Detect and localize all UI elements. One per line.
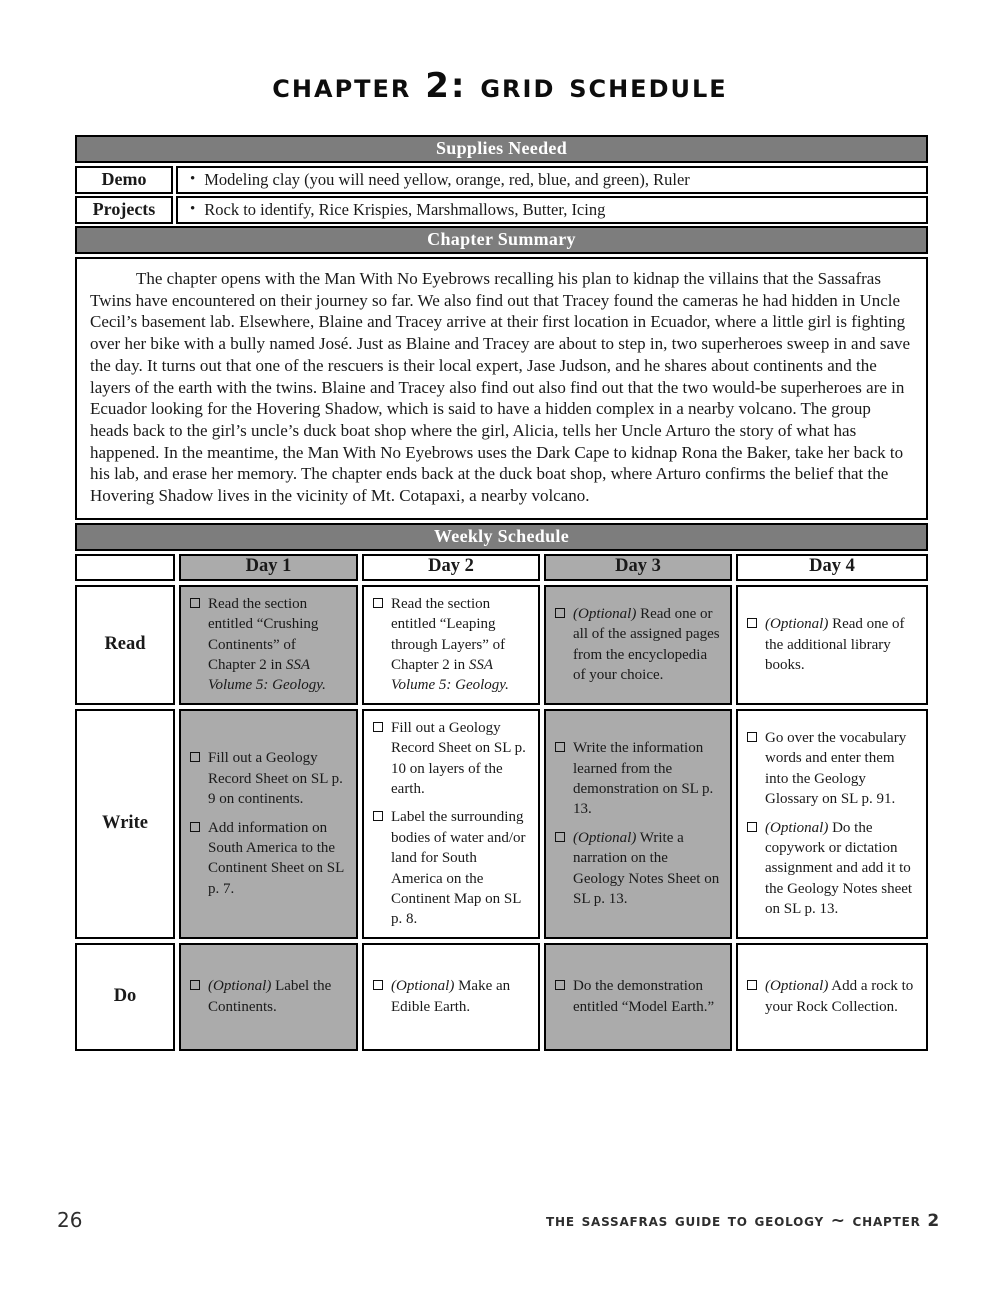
checklist-item	[190, 594, 347, 696]
checklist-item	[190, 818, 347, 900]
schedule-cell-read-day4	[736, 585, 928, 705]
checkbox-icon	[747, 980, 757, 990]
checkbox-icon	[190, 598, 200, 608]
checklist-item-text: Label the surrounding bodies of water and/or land for South America on the Continent Map on SL p. 8.	[391, 809, 526, 928]
checkbox-icon	[373, 811, 383, 821]
checklist-item-text: (Optional) Make an Edible Earth.	[391, 978, 511, 1015]
checkbox-icon	[190, 980, 200, 990]
schedule-cell-write-day1	[179, 709, 358, 939]
checklist-item-text: Go over the vocabulary words and enter them into the Geology Glossary on SL p. 91.	[765, 729, 907, 808]
supplies-header-band: Supplies Needed	[75, 135, 928, 163]
checklist-item	[747, 728, 917, 810]
page-title: chapter 2: grid schedule	[272, 66, 728, 106]
supplies-row-label: Projects	[75, 196, 173, 224]
checkbox-icon	[190, 822, 200, 832]
checklist-item-text: (Optional) Do the copywork or dictation assignment and add it to the Geology Notes sheet on SL p. 13.	[765, 819, 913, 918]
schedule-cell-read-day2	[362, 585, 540, 705]
checklist-item	[747, 976, 917, 1017]
chapter-summary-box	[75, 257, 928, 520]
schedule-cell-do-day2	[362, 943, 540, 1051]
schedule-cell-do-day4	[736, 943, 928, 1051]
checklist-item-text: (Optional) Write a narration on the Geology Notes Sheet on SL p. 13.	[573, 829, 720, 908]
checkbox-icon	[747, 732, 757, 742]
checklist-item	[373, 718, 529, 800]
checklist-item-text: Read the section entitled “Crushing Continents” of Chapter 2 in SSA Volume 5: Geology.	[208, 595, 326, 694]
checklist-item-text: Fill out a Geology Record Sheet on SL p. 10 on layers of the earth.	[391, 719, 526, 797]
supplies-row-text-cell	[176, 196, 928, 224]
checklist-item-text: (Optional) Read one of the additional library books.	[765, 616, 905, 673]
checklist-item	[747, 818, 917, 920]
bullet-icon: •	[190, 170, 196, 187]
checklist-item-text: Read the section entitled “Leaping through Layers” of Chapter 2 in SSA Volume 5: Geology.	[391, 595, 509, 694]
schedule-cell-read-day1	[179, 585, 358, 705]
checkbox-icon	[373, 598, 383, 608]
checklist-item	[373, 807, 529, 929]
checkbox-icon	[373, 980, 383, 990]
footer-title: the sassafras guide to geology ~ chapter 2	[546, 1211, 940, 1231]
weekly-schedule-band: Weekly Schedule	[75, 523, 928, 551]
checklist-item-text: Fill out a Geology Record Sheet on SL p. 9 on continents.	[208, 750, 343, 808]
checklist-item-text: (Optional) Label the Continents.	[208, 978, 332, 1015]
checklist-item-text: (Optional) Read one or all of the assigned pages from the encyclopedia of your choice.	[573, 605, 720, 684]
checklist-item	[555, 976, 721, 1017]
checklist-item	[747, 614, 917, 675]
checkbox-icon	[373, 722, 383, 732]
chapter-summary-section	[75, 226, 928, 520]
checklist-item	[555, 604, 721, 686]
checkbox-icon	[190, 752, 200, 762]
day-header-4: Day 4	[736, 554, 928, 581]
schedule-cell-read-day3	[544, 585, 732, 705]
chapter-summary-band: Chapter Summary	[75, 226, 928, 254]
supplies-row-label: Demo	[75, 166, 173, 194]
row-label-read: Read	[75, 585, 175, 705]
corner-cell	[75, 554, 175, 581]
weekly-schedule-grid	[75, 554, 928, 1051]
checklist-item	[555, 828, 721, 910]
schedule-cell-do-day1	[179, 943, 358, 1051]
supplies-row-projects	[75, 196, 928, 224]
checklist-item	[373, 594, 529, 696]
checkbox-icon	[555, 742, 565, 752]
checklist-item	[373, 976, 529, 1017]
page-content	[75, 135, 928, 1051]
checklist-item-text: Add information on South America to the Continent Sheet on SL p. 7.	[208, 819, 344, 897]
supplies-row-text: Modeling clay (you will need yellow, orange, red, blue, and green), Ruler	[204, 170, 690, 189]
schedule-cell-write-day4	[736, 709, 928, 939]
row-label-write: Write	[75, 709, 175, 939]
checklist-item-text: Do the demonstration entitled “Model Earth.”	[573, 978, 715, 1015]
checkbox-icon	[555, 608, 565, 618]
chapter-summary-text: The chapter opens with the Man With No Eyebrows recalling his plan to kidnap the villains that the Sassafras Twins have encountered on their journey so far. We also find out that Tracey found the cameras he had hidden in Uncle Cecil’s basement lab. Elsewhere, Blaine and Tracey arrive at their first location in Ecuador, where a little girl is fighting over her bike with a bully named José. Just as Blaine and Tracey are about to step in, two superheroes sweep in and save the day. It turns out that one of the rescuers is their local expert, Jase Judson, and he shares about continents and the layers of the earth with the twins. Blaine and Tracey also find out also find out that the two would-be superheroes are in Ecuador looking for the Hovering Shadow, which is said to have a hidden complex in a nearby volcano. The group heads back to the girl’s uncle’s duck boat shop where the girl, Alicia, tells her Uncle Arturo the story of what has happened. In the meantime, the Man With No Eyebrows uses the Dark Cape to kidnap Rona the Baker, take her back to his lab, and erase her memory. The chapter ends back at the duck boat shop, where Arturo confirms the belief that the Hovering Shadow lives in the vicinity of Mt. Cotapaxi, a nearby volcano.	[90, 269, 911, 506]
supplies-row-demo	[75, 166, 928, 194]
day-header-3: Day 3	[544, 554, 732, 581]
checkbox-icon	[555, 980, 565, 990]
supplies-row-text-cell	[176, 166, 928, 194]
checkbox-icon	[555, 832, 565, 842]
day-header-1: Day 1	[179, 554, 358, 581]
day-header-2: Day 2	[362, 554, 540, 581]
schedule-cell-write-day3	[544, 709, 732, 939]
checkbox-icon	[747, 618, 757, 628]
checklist-item-text: (Optional) Add a rock to your Rock Collection.	[765, 978, 914, 1015]
checkbox-icon	[747, 822, 757, 832]
supplies-row-text: Rock to identify, Rice Krispies, Marshmallows, Butter, Icing	[204, 200, 606, 219]
schedule-cell-write-day2	[362, 709, 540, 939]
checklist-item	[555, 738, 721, 820]
checklist-item	[190, 976, 347, 1017]
schedule-cell-do-day3	[544, 943, 732, 1051]
bullet-icon: •	[190, 200, 196, 217]
checklist-item-text: Write the information learned from the demonstration on SL p. 13.	[573, 740, 714, 818]
supplies-table	[75, 135, 928, 224]
weekly-schedule-section	[75, 523, 928, 1051]
row-label-do: Do	[75, 943, 175, 1051]
checklist-item	[190, 748, 347, 809]
page-number: 26	[57, 1208, 83, 1232]
